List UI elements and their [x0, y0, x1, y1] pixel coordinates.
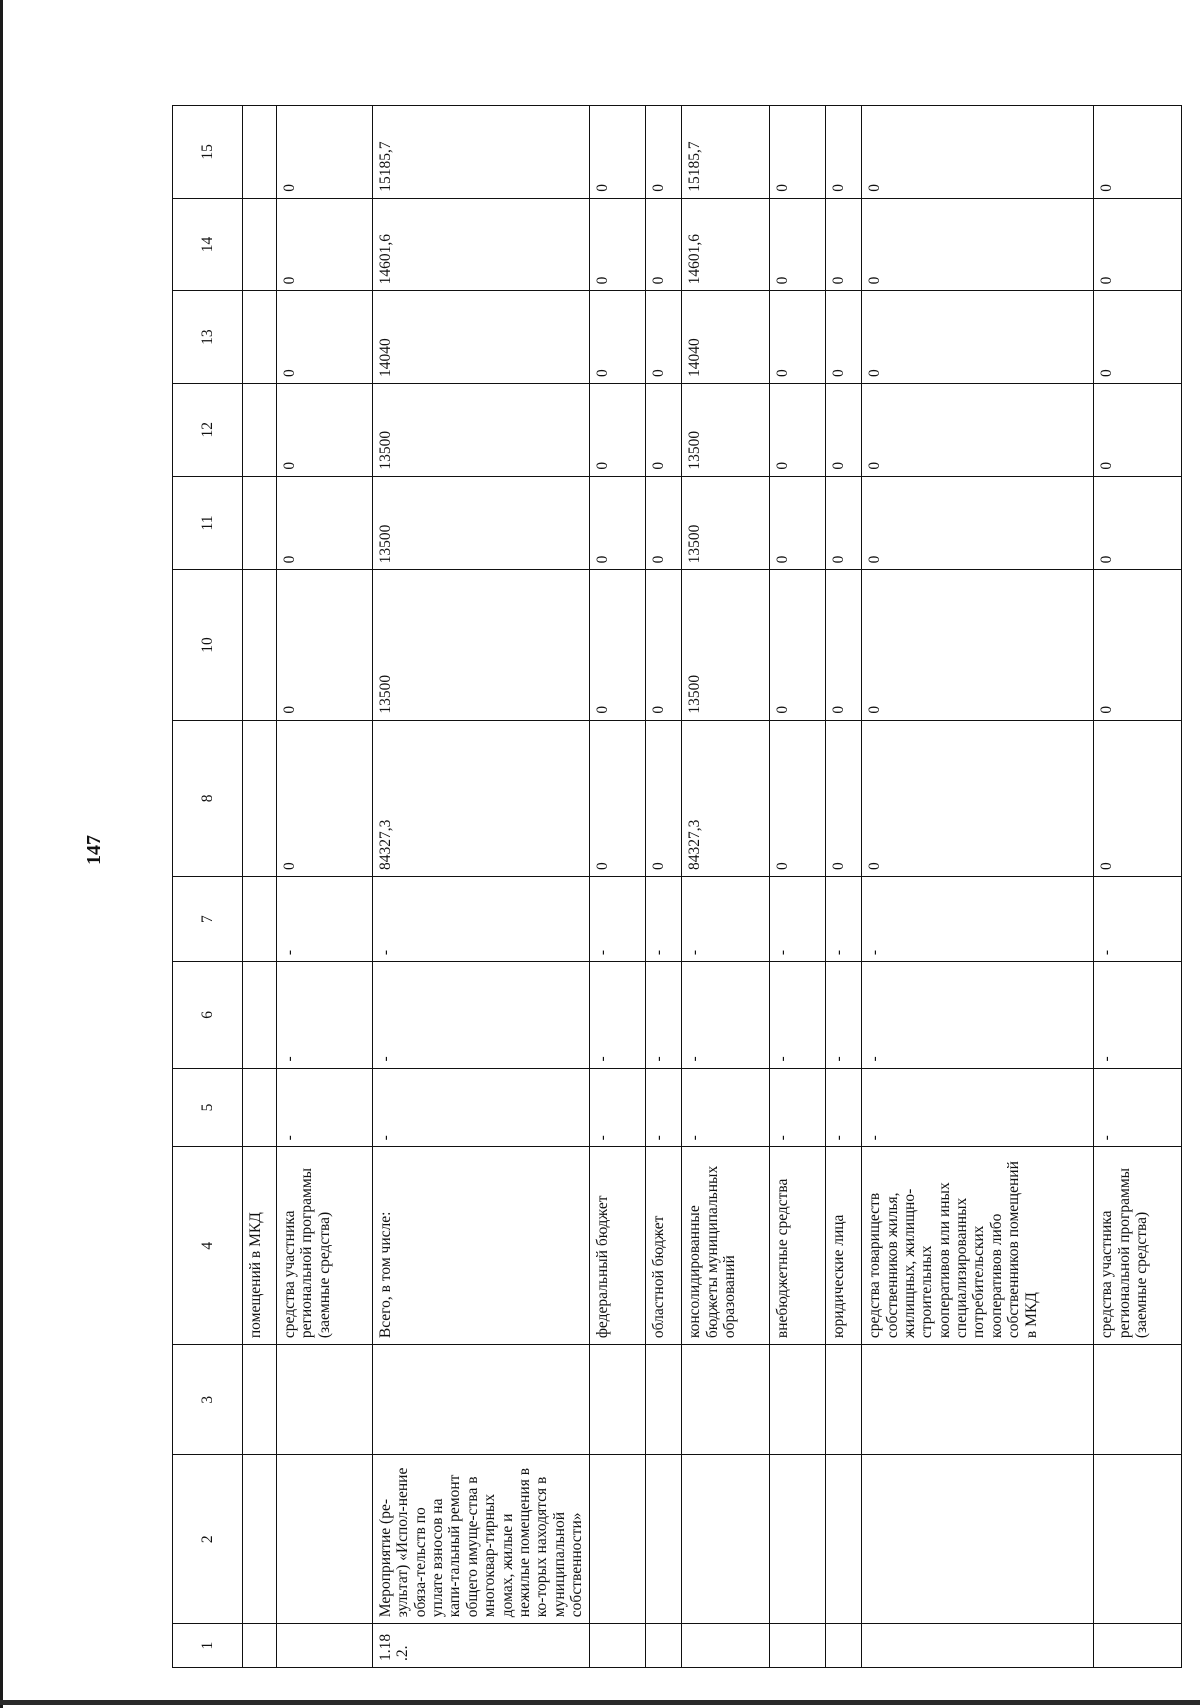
table-cell: - [1094, 962, 1182, 1068]
table-cell: - [646, 877, 682, 962]
table-cell: 0 [646, 198, 682, 291]
column-header: 10 [173, 570, 243, 720]
table-cell: 0 [277, 198, 373, 291]
table-cell [277, 1455, 373, 1624]
table-cell: 13500 [373, 570, 590, 720]
table-cell [770, 1455, 826, 1624]
budget-table [172, 105, 1182, 1668]
table-cell: - [590, 877, 646, 962]
table-cell: 0 [646, 291, 682, 384]
scan-edge-bottom [0, 1700, 1200, 1705]
table-cell: 14601,6 [373, 198, 590, 291]
table-cell: 13500 [373, 476, 590, 570]
table-cell: - [277, 877, 373, 962]
column-header: 6 [173, 962, 243, 1068]
column-header: 3 [173, 1345, 243, 1455]
table-cell: 0 [277, 383, 373, 476]
table-cell [682, 1345, 770, 1455]
table-cell [770, 1624, 826, 1668]
table-cell: 0 [770, 570, 826, 720]
table-cell: - [826, 877, 862, 962]
table-cell: - [682, 1068, 770, 1147]
table-cell [1094, 1624, 1182, 1668]
table-cell [826, 1624, 862, 1668]
table-cell [243, 720, 277, 876]
table-cell: 0 [770, 476, 826, 570]
table-cell: 13500 [373, 383, 590, 476]
table-cell: внебюджетные средства [770, 1147, 826, 1345]
table-cell [590, 1345, 646, 1455]
table-cell: 0 [826, 476, 862, 570]
table-cell [862, 1345, 1094, 1455]
table-cell: средства товариществ собственников жилья, жилищных, жилищно-строительных кооперативов или иных специализированных потребительских кооперативов либо собственников помещений в МКД [862, 1147, 1094, 1345]
table-cell: - [373, 877, 590, 962]
header-row [173, 106, 243, 1668]
table-cell [682, 1624, 770, 1668]
table-row [770, 106, 826, 1668]
table-cell [373, 1345, 590, 1455]
table-cell [590, 1455, 646, 1624]
table-cell: 0 [862, 570, 1094, 720]
column-header: 15 [173, 106, 243, 199]
table-cell: 0 [770, 291, 826, 384]
table-cell [862, 1455, 1094, 1624]
table-cell: 0 [862, 106, 1094, 199]
table-cell [243, 1455, 277, 1624]
table-cell: 0 [826, 291, 862, 384]
column-header: 14 [173, 198, 243, 291]
rotated-table-wrapper [172, 105, 1151, 1668]
table-cell: 0 [826, 570, 862, 720]
scan-edge-left [0, 0, 3, 1708]
column-header: 11 [173, 476, 243, 570]
table-cell [243, 877, 277, 962]
table-row [590, 106, 646, 1668]
table-cell: 0 [826, 106, 862, 199]
table-cell: - [1094, 1068, 1182, 1147]
table-cell: - [770, 962, 826, 1068]
table-cell [826, 1345, 862, 1455]
table-cell [277, 1345, 373, 1455]
table-cell [1094, 1455, 1182, 1624]
table-cell: 0 [590, 198, 646, 291]
table-cell: 13500 [682, 383, 770, 476]
table-cell: - [373, 1068, 590, 1147]
table-cell: 0 [277, 720, 373, 876]
table-cell: 0 [277, 570, 373, 720]
table-cell [243, 1068, 277, 1147]
table-cell [243, 198, 277, 291]
table-row [826, 106, 862, 1668]
table-cell: - [277, 1068, 373, 1147]
table-cell: 0 [770, 106, 826, 199]
table-cell: 0 [1094, 106, 1182, 199]
table-cell: консолидированные бюджеты муниципальных образований [682, 1147, 770, 1345]
table-cell: 84327,3 [682, 720, 770, 876]
table-row [373, 106, 590, 1668]
table-cell: 0 [1094, 476, 1182, 570]
table-cell: - [682, 877, 770, 962]
table-cell: - [646, 1068, 682, 1147]
column-header: 5 [173, 1068, 243, 1147]
table-cell: - [590, 1068, 646, 1147]
table-row [862, 106, 1094, 1668]
table-cell: 0 [646, 720, 682, 876]
table-cell: 0 [277, 291, 373, 384]
table-cell: 0 [862, 720, 1094, 876]
table-cell: 0 [590, 476, 646, 570]
table-cell: 0 [826, 720, 862, 876]
table-cell: 0 [590, 570, 646, 720]
table-cell: 0 [826, 383, 862, 476]
table-cell [770, 1345, 826, 1455]
table-cell [243, 291, 277, 384]
table-cell [646, 1624, 682, 1668]
table-cell: федеральный бюджет [590, 1147, 646, 1345]
column-header: 4 [173, 1147, 243, 1345]
table-cell: 14040 [373, 291, 590, 384]
column-header: 8 [173, 720, 243, 876]
table-cell: - [682, 962, 770, 1068]
table-cell [243, 1624, 277, 1668]
table-cell: 0 [770, 720, 826, 876]
table-cell: 0 [826, 198, 862, 291]
table-cell: 14040 [682, 291, 770, 384]
table-cell: 0 [862, 383, 1094, 476]
table-cell: Мероприятие (ре-зультат) «Испол-нение обяза-тельств по уплате взносов на капи-тальный ремонт общего имуще-ства в многоквар-тирных домах, жилые и нежилые помещения в ко-торых находятся в муниципальной собственности» [373, 1455, 590, 1624]
column-header: 13 [173, 291, 243, 384]
table-cell: 0 [1094, 720, 1182, 876]
table-cell [243, 106, 277, 199]
table-cell: - [862, 962, 1094, 1068]
table-cell: 0 [590, 106, 646, 199]
table-cell: 0 [1094, 291, 1182, 384]
table-cell [646, 1345, 682, 1455]
table-cell: - [862, 1068, 1094, 1147]
table-cell: - [826, 962, 862, 1068]
table-cell: - [646, 962, 682, 1068]
table-cell: 0 [590, 720, 646, 876]
table-cell [243, 962, 277, 1068]
table-cell: 0 [1094, 570, 1182, 720]
table-cell: 15185,7 [682, 106, 770, 199]
table-cell [590, 1624, 646, 1668]
table-cell: 84327,3 [373, 720, 590, 876]
table-cell [243, 476, 277, 570]
table-cell: - [277, 962, 373, 1068]
table-cell [1094, 1345, 1182, 1455]
table-cell: средства участника региональной программы (заемные средства) [1094, 1147, 1182, 1345]
table-cell [243, 383, 277, 476]
table-cell: 0 [277, 476, 373, 570]
table-cell: - [826, 1068, 862, 1147]
table-cell: - [1094, 877, 1182, 962]
table-cell [277, 1624, 373, 1668]
table-cell: - [590, 962, 646, 1068]
table-row [1094, 106, 1182, 1668]
table-cell: средства участника региональной программы (заемные средства) [277, 1147, 373, 1345]
table-cell: 0 [770, 383, 826, 476]
table-cell: 0 [277, 106, 373, 199]
table-cell: 0 [590, 383, 646, 476]
table-cell: 15185,7 [373, 106, 590, 199]
table-cell: 13500 [682, 570, 770, 720]
table-cell [646, 1455, 682, 1624]
table-cell: 0 [1094, 198, 1182, 291]
table-row [646, 106, 682, 1668]
column-header: 12 [173, 383, 243, 476]
table-cell: 0 [646, 570, 682, 720]
table-cell: 0 [1094, 383, 1182, 476]
table-cell: - [373, 962, 590, 1068]
column-header: 7 [173, 877, 243, 962]
table-cell: - [862, 877, 1094, 962]
table-cell: 0 [862, 291, 1094, 384]
table-cell [243, 570, 277, 720]
table-cell [826, 1455, 862, 1624]
table-cell: 0 [590, 291, 646, 384]
table-row [277, 106, 373, 1668]
column-header: 1 [173, 1624, 243, 1668]
table-cell [243, 1345, 277, 1455]
page-number: 147 [83, 835, 105, 865]
table-cell: 0 [862, 198, 1094, 291]
table-cell: юридические лица [826, 1147, 862, 1345]
table-cell: Всего, в том числе: [373, 1147, 590, 1345]
table-cell: 13500 [682, 476, 770, 570]
table-cell: 0 [646, 476, 682, 570]
table-cell: 0 [646, 106, 682, 199]
table-row [682, 106, 770, 1668]
table-row [243, 106, 277, 1668]
column-header: 2 [173, 1455, 243, 1624]
table-cell [682, 1455, 770, 1624]
table-cell: 0 [862, 476, 1094, 570]
table-cell: областной бюджет [646, 1147, 682, 1345]
table-cell: 0 [770, 198, 826, 291]
table-cell: - [770, 877, 826, 962]
table-cell [862, 1624, 1094, 1668]
table-cell: помещений в МКД [243, 1147, 277, 1345]
table-cell: 0 [646, 383, 682, 476]
table-cell: 14601,6 [682, 198, 770, 291]
table-cell: - [770, 1068, 826, 1147]
table-cell: 1.18.2. [373, 1624, 590, 1668]
